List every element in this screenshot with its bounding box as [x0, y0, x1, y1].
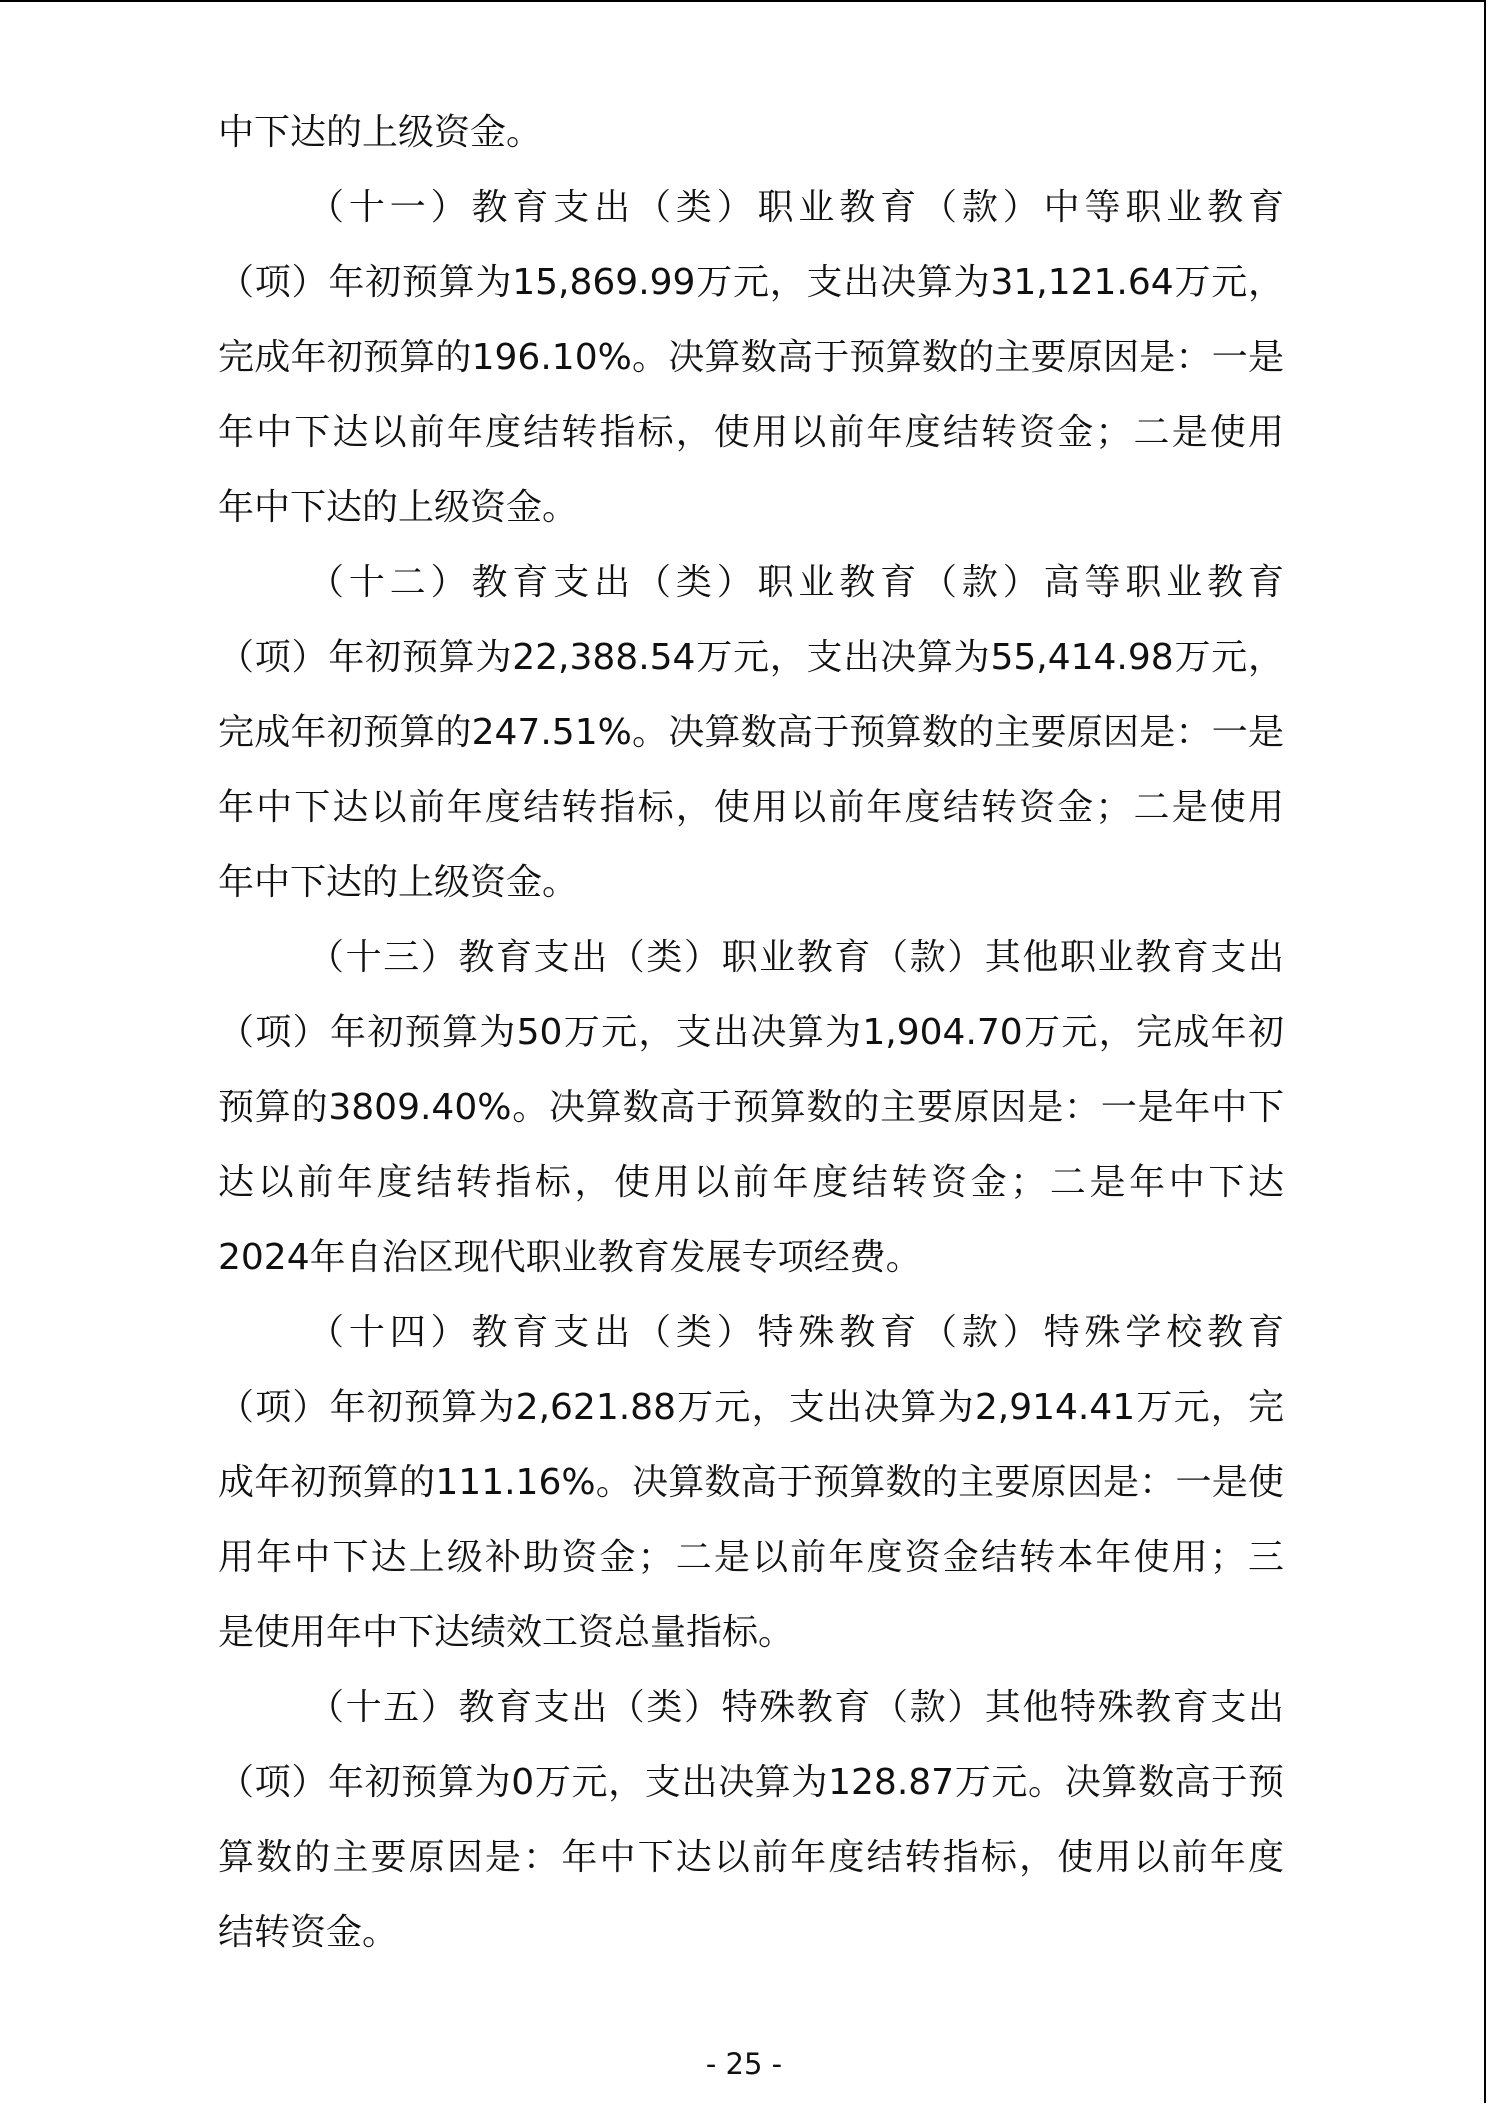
paragraph-line: 算数的主要原因是：年中下达以前年度结转指标，使用以前年度 — [218, 1837, 1284, 1878]
paragraph-line: 年中下达的上级资金。 — [218, 487, 579, 528]
paragraph-line: 结转资金。 — [218, 1912, 399, 1953]
paragraph-line: 年中下达的上级资金。 — [218, 862, 579, 903]
paragraph-line: 是使用年中下达绩效工资总量指标。 — [218, 1612, 795, 1653]
paragraph-line: （项）年初预算为15,869.99万元，支出决算为31,121.64万元， — [218, 262, 1284, 303]
paragraph-line: 达以前年度结转指标，使用以前年度结转资金；二是年中下达 — [218, 1162, 1284, 1203]
paragraph-line: （项）年初预算为50万元，支出决算为1,904.70万元，完成年初 — [218, 1012, 1284, 1053]
paragraph-line: （项）年初预算为2,621.88万元，支出决算为2,914.41万元，完 — [218, 1387, 1284, 1428]
paragraph-heading-line: （十二）教育支出（类）职业教育（款）高等职业教育 — [308, 562, 1284, 603]
paragraph-line: 预算的3809.40%。决算数高于预算数的主要原因是：一是年中下 — [218, 1087, 1284, 1128]
paragraph-line: 完成年初预算的247.51%。决算数高于预算数的主要原因是：一是 — [218, 712, 1284, 753]
page-number: - 25 - — [705, 2047, 783, 2081]
paragraph-line: 完成年初预算的196.10%。决算数高于预算数的主要原因是：一是 — [218, 337, 1284, 378]
paragraph-line: 成年初预算的111.16%。决算数高于预算数的主要原因是：一是使 — [218, 1462, 1284, 1503]
paragraph-line: 年中下达以前年度结转指标，使用以前年度结转资金；二是使用 — [218, 787, 1284, 828]
document-body — [218, 95, 1284, 1970]
paragraph-heading-line: （十三）教育支出（类）职业教育（款）其他职业教育支出 — [308, 937, 1284, 978]
paragraph-line: 用年中下达上级补助资金；二是以前年度资金结转本年使用；三 — [218, 1537, 1284, 1578]
paragraph-line: 中下达的上级资金。 — [218, 112, 543, 153]
paragraph-heading-line: （十四）教育支出（类）特殊教育（款）特殊学校教育 — [308, 1312, 1284, 1353]
paragraph-line: 年中下达以前年度结转指标，使用以前年度结转资金；二是使用 — [218, 412, 1284, 453]
paragraph-line: （项）年初预算为22,388.54万元，支出决算为55,414.98万元， — [218, 637, 1284, 678]
paragraph-heading-line: （十五）教育支出（类）特殊教育（款）其他特殊教育支出 — [308, 1687, 1284, 1728]
paragraph-line: （项）年初预算为0万元，支出决算为128.87万元。决算数高于预 — [218, 1762, 1284, 1803]
paragraph-line: 2024年自治区现代职业教育发展专项经费。 — [218, 1237, 922, 1278]
paragraph-heading-line: （十一）教育支出（类）职业教育（款）中等职业教育 — [308, 187, 1284, 228]
